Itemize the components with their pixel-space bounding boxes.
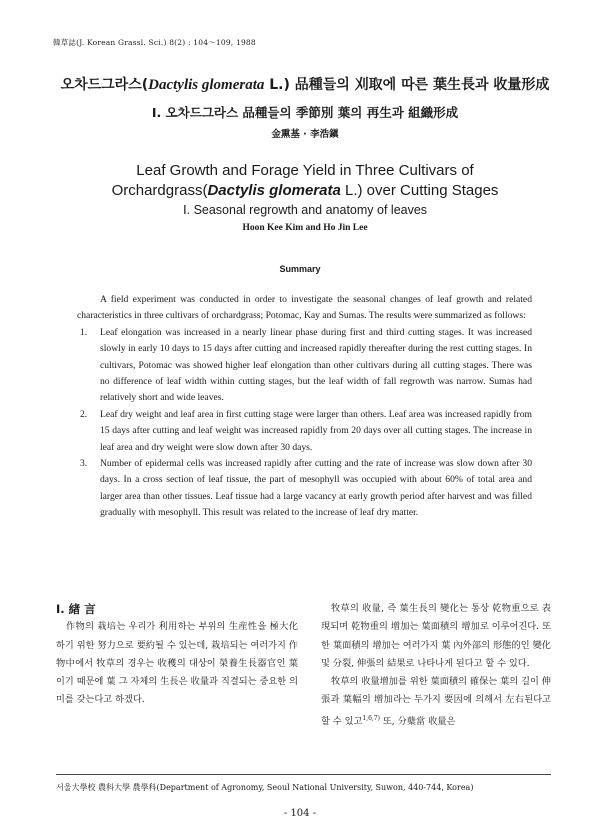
english-title <box>60 161 550 201</box>
summary-body <box>77 292 532 522</box>
korean-title-species: Dactylis glomerata <box>148 77 265 93</box>
english-title-line1: Leaf Growth and Forage Yield in Three Cultivars of <box>136 162 474 179</box>
summary-item <box>77 456 532 522</box>
intro-heading: Ⅰ. 緖 言 <box>56 602 96 616</box>
summary-intro: A field experiment was conducted in order to investigate the seasonal changes of leaf growth and related characteristics in three cultivars of orchardgrass; Potomac, Kay and Sumas. The results were summarized as follows: <box>77 294 532 322</box>
korean-subtitle: Ⅰ. 오차드그라스 品種들의 季節別 葉의 再生과 組織形成 <box>151 105 459 120</box>
intro-left-paragraph: 作物의 栽培는 우리가 利用하는 부위의 生産性을 極大化하기 위한 努力으로 要約될 수 있는데, 栽培되는 여러가지 作物中에서 牧草의 경우는 收穫의 대상이 榮養生長器官인 葉이기 때문에 葉 그 자체의 生長은 收量과 직결되는 중요한 의미를 갖는다고 하겠다. <box>56 621 298 706</box>
summary-heading: Summary <box>279 264 321 274</box>
intro-right-paragraph-2-text: 牧草의 收量增加를 위한 葉面積의 確保는 葉의 길이 伸張과 葉幅의 增加라는 두가지 要因에 의해서 左右된다고 할 수 있고 <box>321 676 551 727</box>
page-number: - 104 - <box>283 808 317 819</box>
intro-right-paragraph-1: 牧草의 收量, 즉 葉生長의 變化는 통상 乾物重으로 表現되며 乾物重의 增加는 葉面積의 增加로 이루어진다. 또한 葉面積의 增加는 여러가지 葉 內外部의 形態的인 變化 및 分裂, 伸張의 結果로 나타나게 된다고 할 수 있다. <box>321 603 551 669</box>
journal-citation: 韓草誌(J. Korean Grassl. Sci.) 8(2) : 104～109, 1988 <box>53 38 256 47</box>
intro-right-paragraph-2 <box>321 673 551 731</box>
summary-item <box>77 407 532 456</box>
korean-title-post: L.) 品種들의 刈取에 따른 葉生長과 收量形成 <box>264 77 550 93</box>
english-subtitle: Ⅰ. Seasonal regrowth and anatomy of leaves <box>182 203 428 217</box>
summary-item-number: 2. <box>80 408 88 420</box>
english-title-line2 <box>60 181 550 201</box>
summary-item-text: Number of epidermal cells was increased rapidly after cutting and the rate of increase was slow down after 30 days. In a cross section of leaf tissue, the part of mesophyll was occupied with about 60% of total area and larger area than other tissues. Leaf tissue had a large vacancy at early growth period after harvest and was filled gradually with mesophyll. This result was related to the increase of leaf dry matter. <box>100 458 532 519</box>
english-title-pre: Orchardgrass( <box>111 182 208 199</box>
korean-title-pre: 오차드그라스( <box>60 77 149 93</box>
summary-item-text: Leaf elongation was increased in a nearly linear phase during first and third cutting stages. It was increased slowly in early 10 days to 15 days after cutting and increased rapidly thereafter during the rest cutting stages. In cultivars, Potomac was showed higher leaf elongation than other cultivars during all cutting stages. There was no difference of leaf width within cutting stages, but the leaf width of fall regrowth was narrow. Sumas had relatively short and wide leaves. <box>100 326 532 404</box>
korean-title <box>50 74 560 94</box>
english-title-post: L.) over Cutting Stages <box>340 182 499 199</box>
summary-item-number: 1. <box>80 326 88 338</box>
korean-authors: 金熏基 · 李浩鎭 <box>271 129 339 140</box>
affiliation-footnote: 서울大學校 農科大學 農學科(Department of Agronomy, Seoul National University, Suwon, 440-744, Korea) <box>56 783 474 792</box>
summary-item-number: 3. <box>80 458 88 470</box>
english-authors: Hoon Kee Kim and Ho Jin Lee <box>242 223 368 233</box>
footnote-divider <box>56 774 551 775</box>
summary-item-text: Leaf dry weight and leaf area in first cutting stage were larger than others. Leaf area was increased rapidly from 15 days after cutting and leaf weight was increased rapidly from 20 days over all cutting stages. The increase in leaf area and dry weight were slow down after 30 days. <box>100 408 532 453</box>
summary-item <box>77 325 532 407</box>
citation-superscript: 1,6,7) <box>362 714 380 722</box>
english-title-species: Dactylis glomerata <box>207 182 341 199</box>
intro-left-column <box>56 600 298 710</box>
intro-right-paragraph-2-tail: 또, 分蘖當 收量은 <box>379 715 456 727</box>
intro-right-column <box>321 600 551 731</box>
